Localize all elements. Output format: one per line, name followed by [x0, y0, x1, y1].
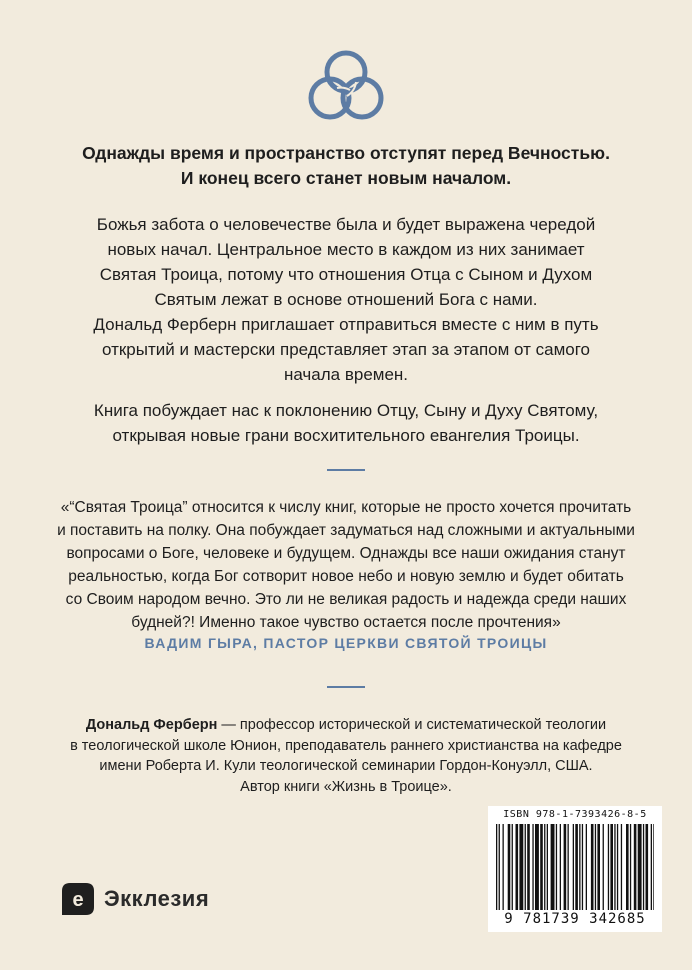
tagline-line: И конец всего станет новым началом.: [180, 168, 512, 188]
text-line: открывая новые грани восхитительного евангелия Троицы.: [112, 426, 580, 445]
barcode-bar: [568, 824, 569, 910]
barcode-bar: [499, 824, 500, 910]
text-line: новых начал. Центральное место в каждом из них занимает: [107, 240, 585, 259]
text-line: открытий и мастерски представляет этап за этапом от самого: [101, 340, 591, 359]
quote-line: вопросами о Боге, человеке и будущем. Однажды все наши ожидания станут: [66, 545, 626, 562]
text-line: Книга побуждает нас к поклонению Отцу, Сыну и Духу Святому,: [93, 401, 599, 420]
description-paragraph: [40, 212, 652, 387]
endorsement-quote: [30, 496, 662, 634]
barcode-bar: [595, 824, 596, 910]
author-name: Дональд Ферберн: [85, 717, 218, 733]
barcode-bar: [634, 824, 637, 910]
barcode-bar: [544, 824, 545, 910]
barcode-bar: [643, 824, 644, 910]
bio-line: Автор книги «Жизнь в Троице».: [240, 778, 452, 795]
bio-line: имени Роберта И. Кули теологической семинарии Гордон-Конуэлл, США.: [99, 758, 593, 774]
tagline: [40, 141, 652, 191]
endorsement-attribution: ВАДИМ ГЫРА, ПАСТОР ЦЕРКВИ СВЯТОЙ ТРОИЦЫ: [144, 635, 548, 651]
barcode-bar: [603, 824, 604, 910]
author-bio: [30, 715, 662, 797]
isbn-label: ISBN 978-1-7393426-8-5: [503, 809, 647, 820]
barcode-bar: [564, 824, 567, 910]
barcode-bar: [525, 824, 526, 910]
barcode-bar: [653, 824, 654, 910]
bio-text: — профессор исторической и систематической теологии: [217, 717, 607, 733]
quote-line: «“Святая Троица” относится к числу книг, которые не просто хочется прочитать: [60, 499, 632, 516]
barcode-bar: [496, 824, 497, 910]
barcode-bar: [651, 824, 652, 910]
section-divider: [327, 469, 365, 471]
bio-line: в теологической школе Юнион, преподаватель раннего христианства на кафедре: [70, 737, 622, 754]
barcode-bar: [597, 824, 600, 910]
barcode-bar: [582, 824, 583, 910]
barcode-bar: [540, 824, 543, 910]
barcode-bar: [608, 824, 609, 910]
barcode-bar: [610, 824, 613, 910]
barcode-bar: [579, 824, 580, 910]
barcode-bar: [586, 824, 587, 910]
publisher-name: Экклезия: [104, 886, 210, 911]
text-line: Божья забота о человечестве была и будет выражена чередой: [96, 215, 596, 234]
barcode-bar: [508, 824, 511, 910]
barcode-bar: [575, 824, 578, 910]
text-line: Святым лежат в основе отношений Бога с нами.: [154, 290, 538, 309]
quote-line: и поставить на полку. Она побуждает задуматься над сложными и актуальными: [57, 522, 635, 539]
barcode-bar: [516, 824, 519, 910]
barcode-bar: [560, 824, 561, 910]
barcode-bar: [527, 824, 530, 910]
barcode-bars: [496, 824, 654, 910]
barcode-bar: [626, 824, 629, 910]
barcode-bar: [519, 824, 523, 910]
barcode-bar: [638, 824, 642, 910]
barcode-bar: [617, 824, 618, 910]
barcode-bar: [591, 824, 594, 910]
barcode-bar: [573, 824, 574, 910]
barcode-bar: [512, 824, 513, 910]
barcode-bar: [532, 824, 533, 910]
barcode-bar: [535, 824, 539, 910]
quote-line: будней?! Именно такое чувство остается после прочтения»: [131, 614, 561, 631]
barcode-bar: [646, 824, 649, 910]
text-line: начала времен.: [283, 365, 409, 384]
publisher-logo-letter: e: [72, 889, 84, 911]
barcode-number: 9 781739 342685: [504, 911, 646, 927]
barcode-bar: [614, 824, 615, 910]
barcode-bar: [621, 824, 622, 910]
barcode-bar: [547, 824, 548, 910]
bio-line: [30, 715, 662, 736]
trinity-knot-icon: [304, 44, 388, 128]
barcode-bar: [630, 824, 631, 910]
isbn-barcode: [488, 806, 662, 932]
barcode-bar: [503, 824, 504, 910]
text-line: Святая Троица, потому что отношения Отца с Сыном и Духом: [99, 265, 593, 284]
barcode-bar: [556, 824, 557, 910]
invitation-paragraph: [40, 398, 652, 448]
barcode-bar: [551, 824, 555, 910]
text-line: Дональд Ферберн приглашает отправиться вместе с ним в путь: [93, 315, 599, 334]
quote-line: со Своим народом вечно. Это ли не великая радость и надежда среди наших: [65, 591, 627, 608]
section-divider: [327, 686, 365, 688]
tagline-line: Однажды время и пространство отступят перед Вечностью.: [82, 143, 610, 163]
quote-line: реальностью, когда Бог сотворит новое небо и новую землю и будет обитать: [68, 568, 624, 585]
ekklesia-logo-icon: [62, 883, 94, 915]
publisher-logo: [62, 883, 209, 915]
